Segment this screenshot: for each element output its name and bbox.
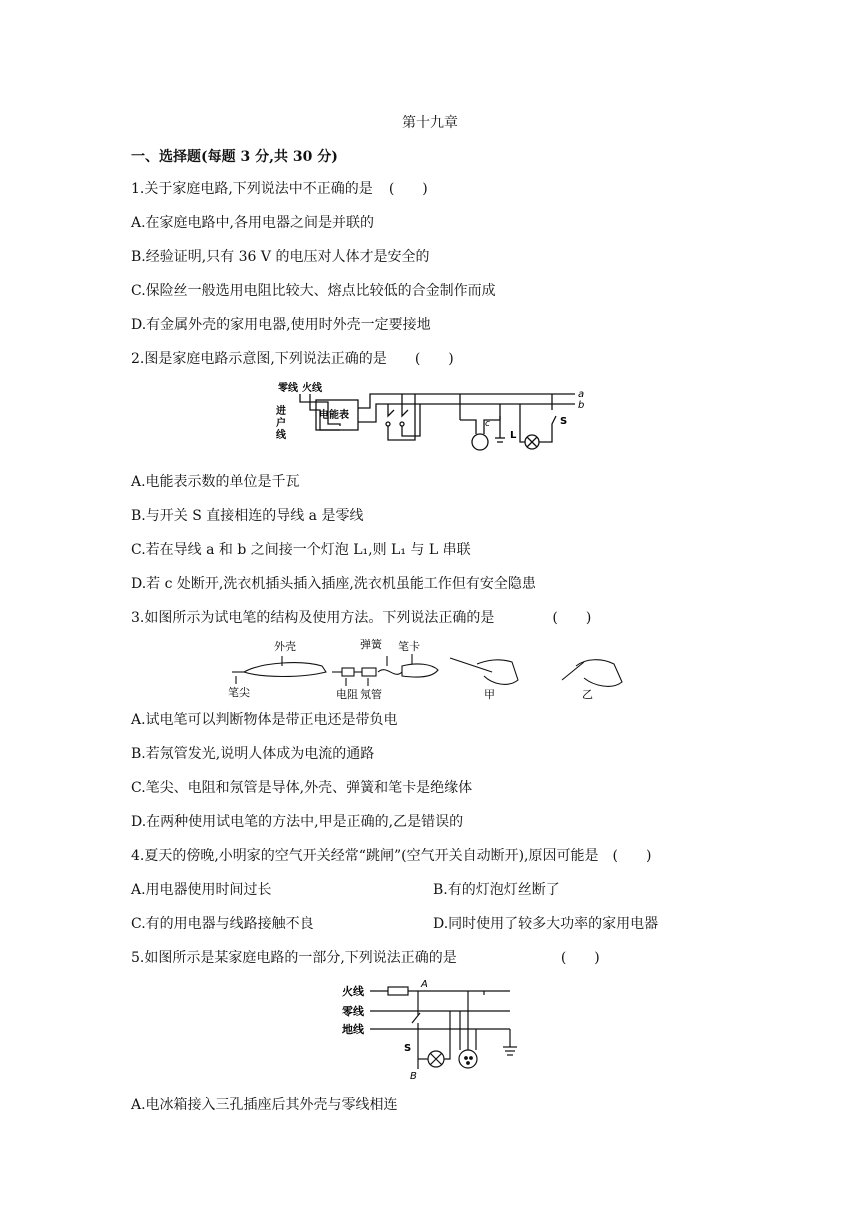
tip-label: 笔尖 xyxy=(228,686,250,699)
neutral-wire-label: 零线 xyxy=(342,1005,364,1018)
method-jia-label: 甲 xyxy=(484,688,495,701)
question-4-option-b: B.有的灯泡灯丝断了 xyxy=(433,882,560,898)
question-2-option-c: C.若在导线 a 和 b 之间接一个灯泡 L₁,则 L₁ 与 L 串联 xyxy=(131,542,471,558)
live-wire-label: 火线 xyxy=(302,383,322,394)
switch-s-label: S xyxy=(404,1043,412,1054)
question-1-text: 1.关于家庭电路,下列说法中不正确的是 xyxy=(131,181,373,197)
section-heading: 一、选择题(每题 3 分,共 30 分) xyxy=(131,149,338,165)
answer-blank: ( ) xyxy=(414,351,454,367)
question-4-text: 4.夏天的傍晚,小明家的空气开关经常“跳闸”(空气开关自动断开),原因可能是 xyxy=(131,848,599,864)
wire-a-label: a xyxy=(578,389,585,400)
question-5-stem xyxy=(131,949,600,967)
answer-blank: ( ) xyxy=(388,181,428,197)
question-4-stem xyxy=(131,847,651,865)
question-2-option-b: B.与开关 S 直接相连的导线 a 是零线 xyxy=(131,508,364,524)
entry-label-2: 户 xyxy=(276,418,286,429)
answer-blank: ( ) xyxy=(560,950,600,966)
question-3-option-a: A.试电笔可以判断物体是带正电还是带负电 xyxy=(131,712,398,728)
answer-blank: ( ) xyxy=(612,848,652,864)
question-4-option-a: A.用电器使用时间过长 xyxy=(131,882,272,898)
lamp-l-label: L xyxy=(510,430,517,441)
test-pen-figure xyxy=(222,632,642,706)
question-3-option-d: D.在两种使用试电笔的方法中,甲是正确的,乙是错误的 xyxy=(131,814,464,830)
method-yi-label: 乙 xyxy=(582,688,593,701)
zero-wire-label: 零线 xyxy=(278,383,298,394)
ground-wire-label: 地线 xyxy=(342,1023,364,1036)
household-circuit-figure xyxy=(340,975,530,1085)
point-a-label: A xyxy=(421,979,428,990)
question-2-text: 2.图是家庭电路示意图,下列说法正确的是 xyxy=(131,351,387,367)
question-1-option-c: C.保险丝一般选用电阻比较大、熔点比较低的合金制作而成 xyxy=(131,283,496,299)
point-b-label: B xyxy=(410,1071,417,1082)
answer-blank: ( ) xyxy=(552,610,592,626)
question-2-option-a: A.电能表示数的单位是千瓦 xyxy=(131,474,300,490)
question-3-option-c: C.笔尖、电阻和氖管是导体,外壳、弹簧和笔卡是绝缘体 xyxy=(131,780,473,796)
home-circuit-figure xyxy=(270,380,590,455)
page-title: 第十九章 xyxy=(402,115,458,131)
question-1-stem xyxy=(131,180,428,198)
question-1-option-b: B.经验证明,只有 36 V 的电压对人体才是安全的 xyxy=(131,249,430,265)
question-1-option-a: A.在家庭电路中,各用电器之间是并联的 xyxy=(131,215,375,231)
switch-s-label: S xyxy=(560,416,568,427)
question-1-option-d: D.有金属外壳的家用电器,使用时外壳一定要接地 xyxy=(131,317,431,333)
entry-label-1: 进 xyxy=(276,406,286,417)
spring-label: 弹簧 xyxy=(360,638,382,651)
shell-label: 外壳 xyxy=(274,640,296,653)
question-3-option-b: B.若氖管发光,说明人体成为电流的通路 xyxy=(131,746,375,762)
question-4-option-d: D.同时使用了较多大功率的家用电器 xyxy=(433,916,659,932)
live-wire-label: 火线 xyxy=(342,985,364,998)
entry-label-3: 线 xyxy=(276,430,286,441)
clip-label: 笔卡 xyxy=(398,640,420,653)
question-3-stem xyxy=(131,609,591,627)
wire-b-label: b xyxy=(578,400,585,411)
question-5-option-a: A.电冰箱接入三孔插座后其外壳与零线相连 xyxy=(131,1097,398,1113)
question-2-option-d: D.若 c 处断开,洗衣机插头插入插座,洗衣机虽能工作但有安全隐患 xyxy=(131,576,536,592)
resistor-label: 电阻 xyxy=(336,688,358,701)
question-2-stem xyxy=(131,350,454,368)
question-4-option-c: C.有的用电器与线路接触不良 xyxy=(131,916,314,932)
question-5-text: 5.如图所示是某家庭电路的一部分,下列说法正确的是 xyxy=(131,950,457,966)
meter-label: 电能表 xyxy=(319,410,349,421)
neon-label: 氖管 xyxy=(360,688,382,701)
question-3-text: 3.如图所示为试电笔的结构及使用方法。下列说法正确的是 xyxy=(131,610,495,626)
point-c-label: c xyxy=(485,419,490,429)
